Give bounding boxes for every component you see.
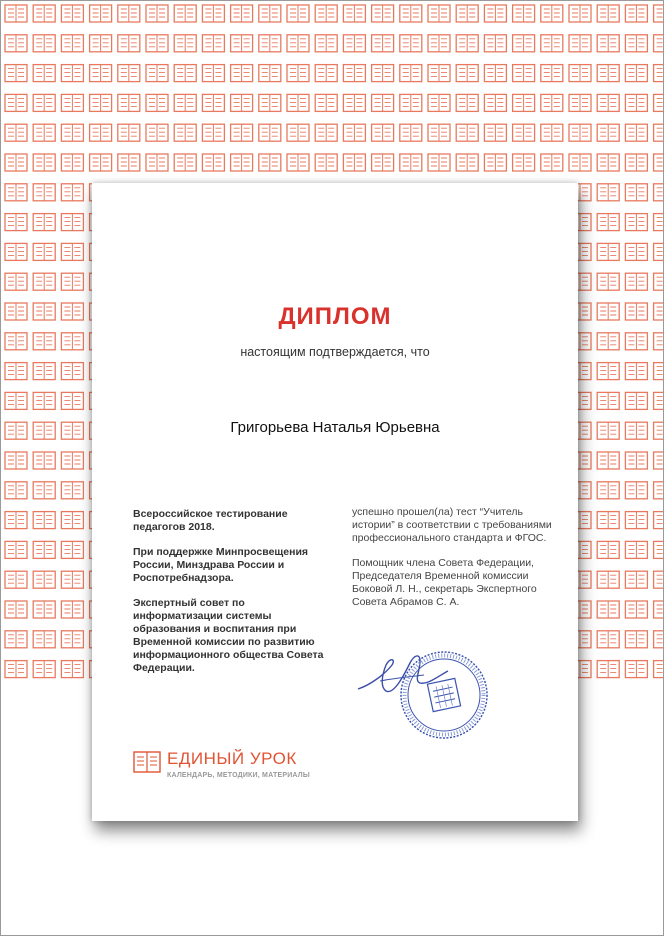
book-icon [597,363,619,380]
book-icon [569,154,591,171]
book-icon [625,541,647,558]
book-icon [287,5,309,22]
book-icon [61,35,83,52]
book-icon [315,65,337,82]
book-icon [174,94,196,111]
book-icon [654,541,664,558]
book-icon [597,94,619,111]
book-icon [654,243,664,260]
book-icon [90,5,112,22]
book-icon [231,35,253,52]
book-icon [5,124,27,141]
book-icon [146,124,168,141]
book-icon [343,94,365,111]
book-icon [597,482,619,499]
book-icon [400,5,422,22]
book-icon [259,65,281,82]
book-icon [625,303,647,320]
book-icon [287,35,309,52]
book-icon [625,631,647,648]
book-icon [61,541,83,558]
book-icon [456,35,478,52]
result-paragraph: успешно прошел(ла) тест “Учитель истории” в соответствии с требованиями профессионального стандарта и ФГОС. [352,506,552,544]
book-icon [400,65,422,82]
book-icon [5,482,27,499]
seal [398,649,490,741]
book-icon [146,5,168,22]
book-icon [61,303,83,320]
book-icon [597,273,619,290]
book-icon [654,124,664,141]
book-icon [5,601,27,618]
book-icon [5,273,27,290]
book-icon [654,94,664,111]
book-icon [625,124,647,141]
book-icon [541,94,563,111]
book-icon [33,631,55,648]
brand-tagline: КАЛЕНДАРЬ, МЕТОДИКИ, МАТЕРИАЛЫ [167,772,310,779]
book-icon [118,94,140,111]
book-icon [654,35,664,52]
book-icon [597,154,619,171]
book-icon [654,482,664,499]
book-icon [146,35,168,52]
book-icon [541,5,563,22]
book-icon [33,333,55,350]
book-icon [33,154,55,171]
book-icon [625,184,647,201]
book-icon [654,65,664,82]
brand-name: ЕДИНЫЙ УРОК [167,749,297,768]
book-icon [428,154,450,171]
book-icon [654,184,664,201]
book-icon [569,94,591,111]
book-icon [90,154,112,171]
book-icon [625,392,647,409]
book-icon [118,35,140,52]
book-icon [33,124,55,141]
book-icon [343,124,365,141]
book-icon [133,751,161,773]
book-icon [315,35,337,52]
book-icon [428,94,450,111]
book-icon [372,35,394,52]
book-icon [174,5,196,22]
book-icon [597,601,619,618]
book-icon [372,154,394,171]
book-icon [654,392,664,409]
book-icon [625,452,647,469]
book-icon [569,5,591,22]
book-icon [597,214,619,231]
book-icon [625,214,647,231]
book-icon [231,154,253,171]
book-icon [484,35,506,52]
book-icon [372,5,394,22]
book-icon [202,94,224,111]
book-icon [5,333,27,350]
book-icon [597,65,619,82]
diploma-sheet [92,183,578,821]
organizer-paragraph: Всероссийское тестирование педагогов 2018. [133,508,288,533]
book-icon [343,154,365,171]
book-icon [33,65,55,82]
diploma-title: ДИПЛОМ [278,303,392,330]
book-icon [372,124,394,141]
book-icon [33,5,55,22]
book-icon [625,65,647,82]
book-icon [33,392,55,409]
book-icon [202,65,224,82]
book-icon [259,154,281,171]
book-icon [146,65,168,82]
book-icon [654,571,664,588]
book-icon [5,422,27,439]
book-icon [146,94,168,111]
book-icon [5,154,27,171]
book-icon [400,124,422,141]
book-icon [231,65,253,82]
book-icon [597,392,619,409]
book-icon [61,124,83,141]
book-icon [625,154,647,171]
book-icon [33,422,55,439]
book-icon [174,154,196,171]
book-icon [343,65,365,82]
book-icon [287,124,309,141]
book-icon [61,243,83,260]
book-icon [33,363,55,380]
book-icon [654,333,664,350]
book-icon [33,35,55,52]
book-icon [5,363,27,380]
book-icon [33,541,55,558]
book-icon [5,94,27,111]
book-icon [597,124,619,141]
book-icon [625,273,647,290]
book-icon [202,124,224,141]
book-icon [61,601,83,618]
organizer-paragraph: Экспертный совет по информатизации системы образования и воспитания при Временной комиссии по развитию информационного общества Совета Федерации. [133,597,324,674]
book-icon [456,94,478,111]
book-icon [654,273,664,290]
book-icon [174,35,196,52]
book-icon [5,214,27,231]
book-icon [541,65,563,82]
book-icon [625,482,647,499]
book-icon [456,124,478,141]
book-icon [61,65,83,82]
book-icon [456,5,478,22]
book-icon [202,5,224,22]
book-icon [654,5,664,22]
book-icon [625,35,647,52]
book-icon [315,124,337,141]
book-icon [484,154,506,171]
book-icon [5,392,27,409]
book-icon [259,124,281,141]
book-icon [33,661,55,678]
book-icon [484,65,506,82]
book-icon [625,243,647,260]
book-icon [428,35,450,52]
brand-logo [133,749,333,789]
book-icon [5,35,27,52]
book-icon [484,94,506,111]
book-icon [33,571,55,588]
book-icon [513,124,535,141]
book-icon [61,94,83,111]
book-icon [654,631,664,648]
book-icon [61,661,83,678]
book-icon [428,65,450,82]
book-icon [174,124,196,141]
book-icon [569,124,591,141]
book-icon [597,35,619,52]
book-icon [5,65,27,82]
book-icon [654,601,664,618]
book-icon [90,124,112,141]
book-icon [61,571,83,588]
book-icon [33,94,55,111]
book-icon [315,154,337,171]
book-icon [118,154,140,171]
book-icon [625,661,647,678]
book-icon [5,452,27,469]
book-icon [625,571,647,588]
book-icon [428,5,450,22]
book-icon [33,512,55,529]
book-icon [372,94,394,111]
book-icon [118,124,140,141]
book-icon [202,35,224,52]
book-icon [259,94,281,111]
book-icon [654,214,664,231]
book-icon [61,333,83,350]
book-icon [513,5,535,22]
book-icon [118,5,140,22]
book-icon [61,184,83,201]
book-icon [5,184,27,201]
book-icon [343,35,365,52]
book-icon [654,452,664,469]
book-icon [33,452,55,469]
book-icon [541,35,563,52]
result-info [352,506,562,621]
book-icon [174,65,196,82]
book-icon [597,512,619,529]
book-icon [315,94,337,111]
book-icon [597,5,619,22]
book-icon [61,452,83,469]
book-icon [625,5,647,22]
book-icon [597,541,619,558]
book-icon [5,631,27,648]
book-icon [597,631,619,648]
signatory-paragraph: Помощник члена Совета Федерации, Председателя Временной комиссии Боковой Л. Н., секретарь Экспертного Совета Абрамов С. А. [352,557,537,608]
book-icon [33,303,55,320]
book-icon [484,5,506,22]
book-icon [513,35,535,52]
book-icon [5,303,27,320]
book-icon [597,422,619,439]
book-icon [61,422,83,439]
book-icon [61,392,83,409]
book-icon [5,512,27,529]
recipient-name: Григорьева Наталья Юрьевна [230,419,440,436]
book-icon [90,65,112,82]
book-icon [597,661,619,678]
book-icon [456,65,478,82]
book-icon [287,154,309,171]
book-icon [597,303,619,320]
book-icon [513,154,535,171]
book-icon [372,65,394,82]
book-icon [343,5,365,22]
book-icon [654,661,664,678]
book-icon [118,65,140,82]
book-icon [654,363,664,380]
book-icon [61,214,83,231]
book-icon [61,363,83,380]
book-icon [597,452,619,469]
book-icon [5,541,27,558]
book-icon [400,154,422,171]
book-icon [202,154,224,171]
book-icon [654,303,664,320]
book-icon [287,94,309,111]
book-icon [456,154,478,171]
book-icon [625,512,647,529]
book-icon [259,5,281,22]
book-icon [90,35,112,52]
book-icon [231,5,253,22]
book-icon [61,482,83,499]
book-icon [5,243,27,260]
book-icon [5,661,27,678]
book-icon [61,154,83,171]
book-icon [513,65,535,82]
book-icon [61,273,83,290]
book-icon [33,184,55,201]
book-icon [33,243,55,260]
book-icon [569,65,591,82]
book-icon [146,154,168,171]
book-icon [33,214,55,231]
book-icon [625,601,647,618]
book-icon [597,184,619,201]
book-icon [33,273,55,290]
book-icon [428,124,450,141]
book-icon [625,422,647,439]
book-icon [231,124,253,141]
book-icon [90,94,112,111]
book-icon [400,94,422,111]
book-icon [33,601,55,618]
book-icon [287,65,309,82]
book-icon [597,243,619,260]
book-icon [625,94,647,111]
organizer-paragraph: При поддержке Минпросвещения России, Минздрава России и Роспотребнадзора. [133,546,309,584]
book-icon [597,571,619,588]
book-icon [61,631,83,648]
book-icon [654,512,664,529]
book-icon [484,124,506,141]
book-icon [654,154,664,171]
book-icon [259,35,281,52]
book-icon [61,512,83,529]
book-icon [654,422,664,439]
organizer-info [133,508,333,687]
diploma-subtitle: настоящим подтверждается, что [240,345,430,359]
book-icon [541,154,563,171]
book-icon [5,5,27,22]
book-icon [315,5,337,22]
book-icon [400,35,422,52]
book-icon [569,35,591,52]
book-icon [5,571,27,588]
book-icon [33,482,55,499]
book-icon [231,94,253,111]
book-icon [513,94,535,111]
book-icon [625,333,647,350]
book-icon [541,124,563,141]
book-icon [597,333,619,350]
book-icon [625,363,647,380]
book-icon [61,5,83,22]
